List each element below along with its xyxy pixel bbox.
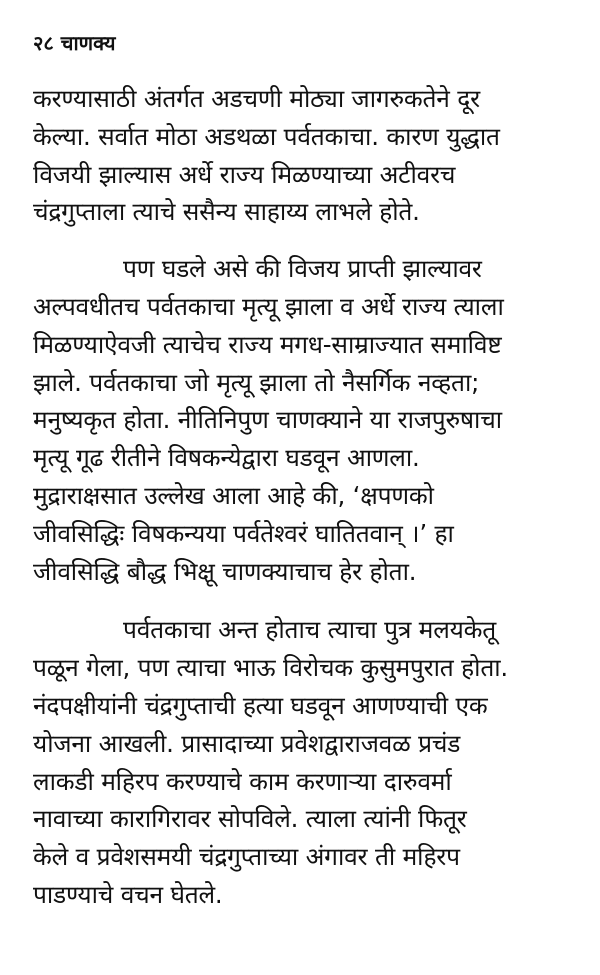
text-line: मनुष्यकृत होता. नीतिनिपुण चाणक्याने या राजपुरुषाचा bbox=[33, 405, 502, 435]
text-line: विजयी झाल्यास अर्धे राज्य मिळण्याच्या अटीवरच bbox=[33, 159, 456, 189]
text-line: जीवसिद्धिः विषकन्यया पर्वतेश्वरं घातितवान् ।’ हा bbox=[33, 518, 454, 548]
text-line: मृत्यू गूढ रीतीने विषकन्येद्वारा घडवून आणला. bbox=[33, 443, 420, 473]
text-line: मिळण्याऐवजी त्याचेच राज्य मगध-साम्राज्यात समाविष्ट bbox=[33, 329, 502, 359]
text-line: अल्पवधीतच पर्वतकाचा मृत्यू झाला व अर्धे राज्य त्याला bbox=[33, 291, 504, 321]
text-line: केले व प्रवेशसमयी चंद्रगुप्ताच्या अंगावर ती महिरप bbox=[33, 842, 460, 872]
running-title: चाणक्य bbox=[60, 31, 116, 55]
text-line: पळून गेला, पण त्याचा भाऊ विरोचक कुसुमपुरात होता. bbox=[33, 653, 509, 683]
paragraph-3 bbox=[33, 611, 572, 913]
text-line: पर्वतकाचा अन्त होताच त्याचा पुत्र मलयकेतू bbox=[123, 615, 497, 645]
text-line: नंदपक्षीयांनी चंद्रगुप्ताची हत्या घडवून आणण्याची एक bbox=[33, 690, 488, 720]
text-line: योजना आखली. प्रासादाच्या प्रवेशद्वाराजवळ प्रचंड bbox=[33, 728, 461, 758]
text-line: लाकडी महिरप करण्याचे काम करणाऱ्या दारुवर्मा bbox=[33, 766, 452, 796]
text-line: करण्यासाठी अंतर्गत अडचणी मोठ्या जागरुकतेने दूर bbox=[33, 84, 480, 113]
paragraph-1 bbox=[33, 80, 572, 231]
running-header bbox=[33, 28, 572, 58]
text-line: केल्या. सर्वात मोठा अडथळा पर्वतकाचा. कारण युद्धात bbox=[33, 121, 500, 151]
text-line: पण घडले असे की विजय प्राप्ती झाल्यावर bbox=[123, 254, 482, 284]
text-line: पाडण्याचे वचन घेतले. bbox=[33, 879, 223, 909]
text-line: नावाच्या कारागिरावर सोपविले. त्याला त्यांनी फितूर bbox=[33, 804, 467, 834]
text-line: झाले. पर्वतकाचा जो मृत्यू झाला तो नैसर्गिक नव्हता; bbox=[33, 367, 480, 397]
paragraph-2 bbox=[33, 250, 572, 590]
text-line: चंद्रगुप्ताला त्याचे ससैन्य साहाय्य लाभले होते. bbox=[33, 197, 420, 227]
text-line: जीवसिद्धि बौद्ध भिक्षू चाणक्याचाच हेर होता. bbox=[33, 556, 417, 586]
text-line: मुद्राराक्षसात उल्लेख आला आहे की, ‘क्षपणको bbox=[33, 480, 434, 510]
page-number: २८ bbox=[33, 31, 54, 55]
